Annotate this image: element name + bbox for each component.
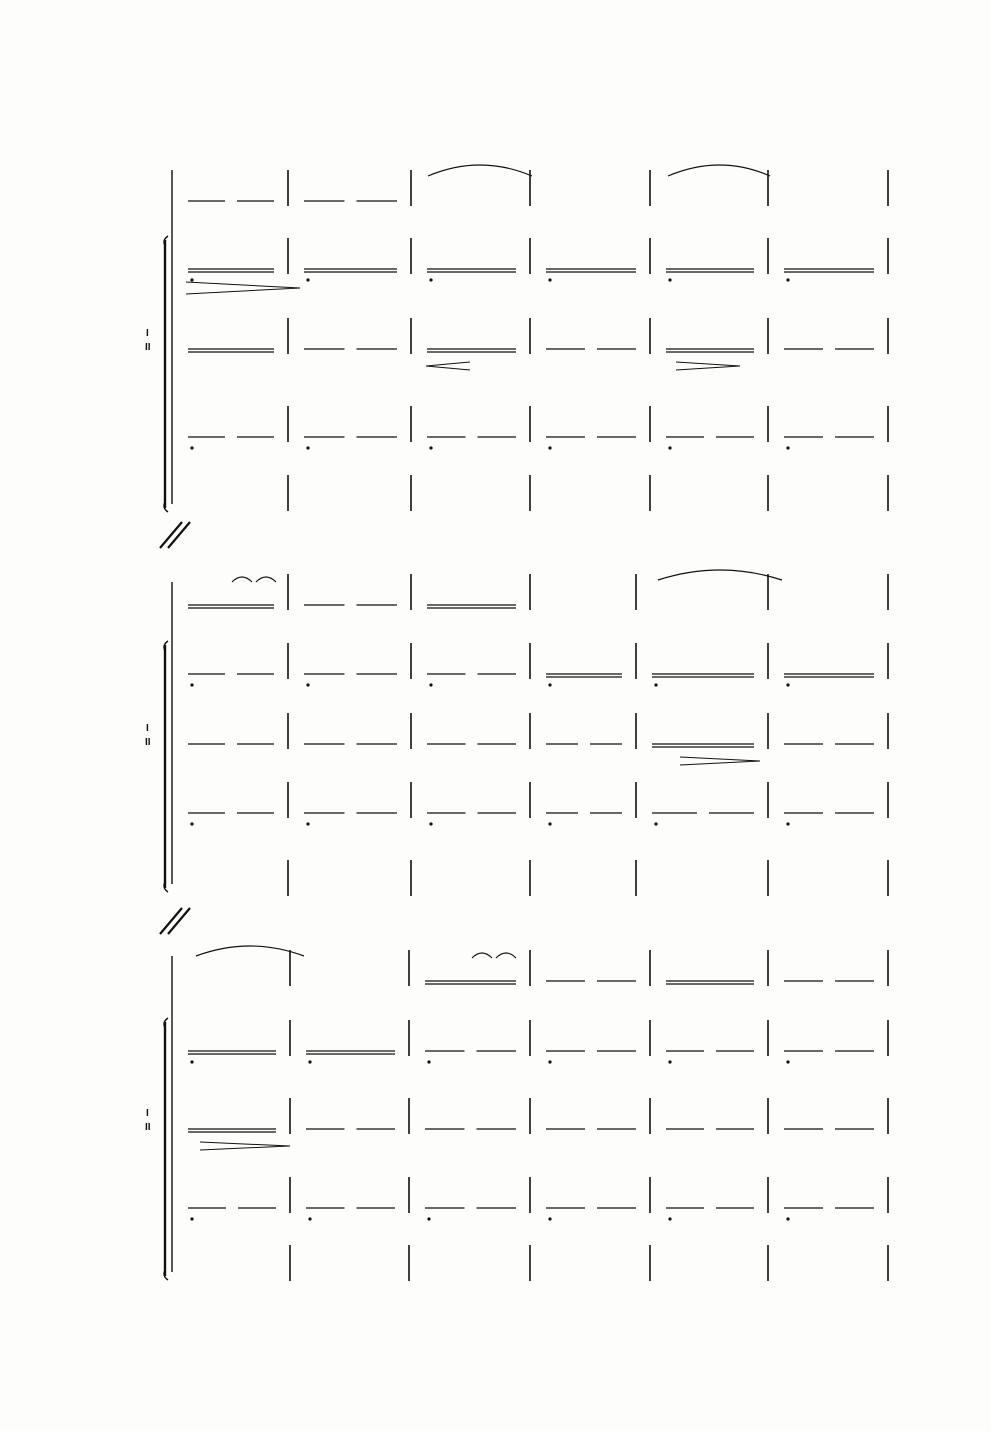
crescendo-hairpin	[426, 362, 470, 370]
octave-dot	[306, 822, 309, 825]
octave-dot	[429, 446, 432, 449]
octave-dot	[427, 1217, 430, 1220]
octave-dot	[548, 278, 551, 281]
octave-dot	[786, 1060, 789, 1063]
octave-dot	[654, 683, 657, 686]
octave-dot	[190, 446, 193, 449]
crescendo-hairpin	[676, 362, 740, 370]
octave-dot	[786, 822, 789, 825]
octave-dot	[786, 446, 789, 449]
octave-dot	[306, 278, 309, 281]
tie-arc	[196, 946, 304, 956]
slur	[472, 953, 492, 958]
octave-dot	[668, 278, 671, 281]
octave-dot	[548, 683, 551, 686]
divisi-mark-i: I	[146, 328, 149, 339]
octave-dot	[668, 1060, 671, 1063]
octave-dot	[427, 1060, 430, 1063]
tie-arc	[428, 165, 532, 176]
decrescendo-hairpin	[186, 282, 300, 294]
octave-dot	[306, 446, 309, 449]
octave-dot	[548, 1217, 551, 1220]
octave-dot	[306, 683, 309, 686]
divisi-mark-ii: II	[145, 737, 151, 748]
octave-dot	[668, 446, 671, 449]
slur	[232, 577, 252, 582]
octave-dot	[190, 822, 193, 825]
divisi-mark-ii: II	[145, 342, 151, 353]
octave-dot	[190, 683, 193, 686]
slur	[256, 577, 276, 582]
octave-dot	[429, 822, 432, 825]
octave-dot	[190, 278, 193, 281]
octave-dot	[786, 1217, 789, 1220]
octave-dot	[668, 1217, 671, 1220]
octave-dot	[548, 446, 551, 449]
tie-arc	[668, 165, 770, 176]
crescendo-hairpin	[680, 757, 760, 765]
crescendo-hairpin	[200, 1142, 290, 1150]
octave-dot	[308, 1060, 311, 1063]
tie-arc	[658, 570, 782, 580]
octave-dot	[548, 822, 551, 825]
divisi-mark-i: I	[146, 1108, 149, 1119]
divisi-mark-i: I	[146, 723, 149, 734]
octave-dot	[429, 683, 432, 686]
octave-dot	[786, 278, 789, 281]
octave-dot	[190, 1060, 193, 1063]
octave-dot	[190, 1217, 193, 1220]
octave-dot	[308, 1217, 311, 1220]
divisi-mark-ii: II	[145, 1122, 151, 1133]
octave-dot	[654, 822, 657, 825]
octave-dot	[429, 278, 432, 281]
slur	[496, 953, 516, 958]
octave-dot	[786, 683, 789, 686]
octave-dot	[548, 1060, 551, 1063]
